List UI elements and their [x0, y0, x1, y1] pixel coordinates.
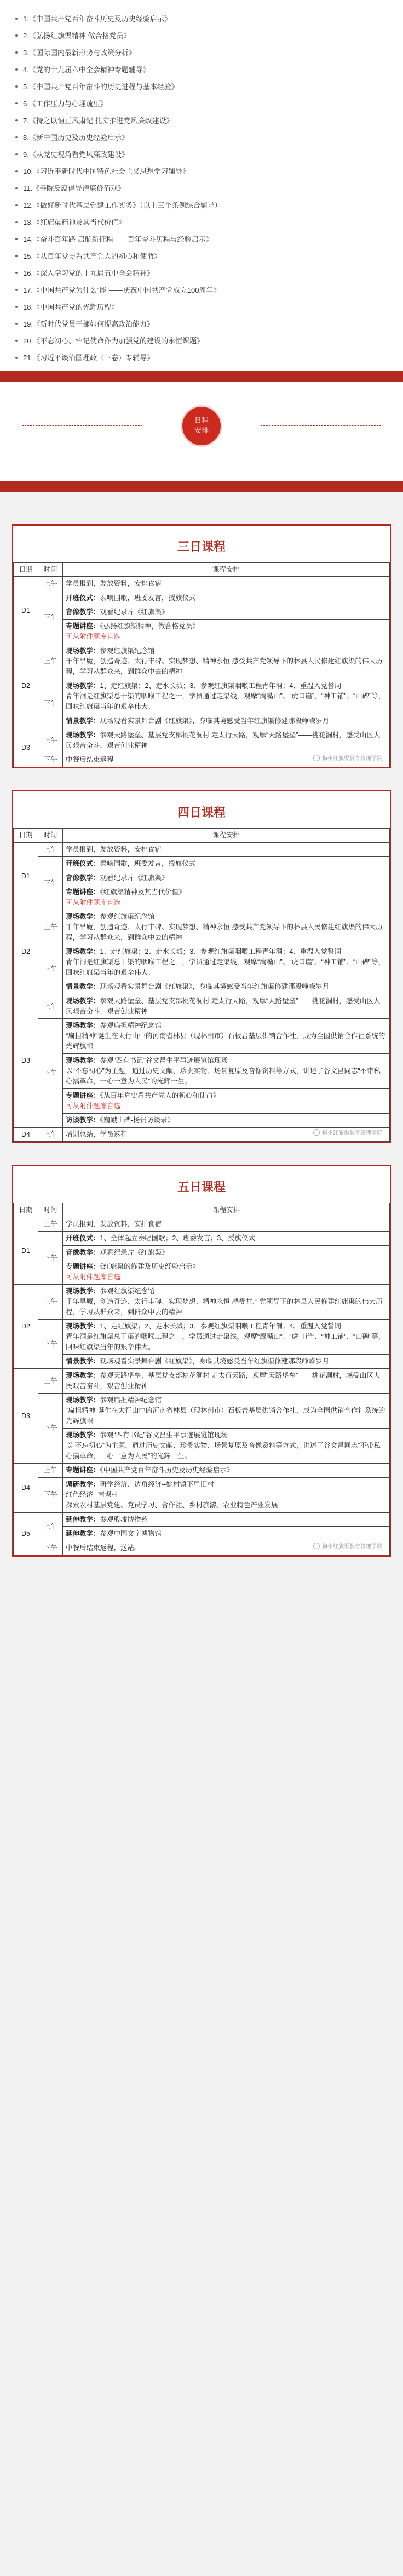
course-text: 青年洞是红旗渠总干渠的咽喉工程之一，学员通过走渠线，观摩“鹰嘴山”、“虎口崖”、“神工铺”、“山碑”等，回味红旗渠当年的艰辛伟大。	[66, 1333, 385, 1351]
table-row	[14, 980, 390, 994]
activity-label: 现场教学：	[66, 1287, 100, 1295]
table-row	[14, 871, 390, 885]
divider	[261, 425, 381, 426]
four-day-course-card	[12, 790, 391, 1143]
list-item	[15, 213, 388, 230]
bullet-icon	[15, 340, 18, 342]
list-item	[15, 230, 388, 247]
column-header: 课程安排	[63, 563, 390, 577]
time-cell: 下午	[38, 1019, 63, 1128]
list-item	[15, 10, 388, 27]
table-row	[14, 910, 390, 945]
topic-text: 2.《弘扬红旗渠精神 做合格党员》	[23, 32, 131, 40]
course-cell	[63, 1369, 390, 1394]
course-text: 学员报到，发放资料，安排食宿	[66, 846, 162, 853]
course-text: 《弘扬红旗渠精神，做合格党员》	[100, 622, 199, 630]
course-cell	[63, 1232, 390, 1246]
bullet-icon	[15, 221, 18, 223]
activity-label: 专题讲座：	[66, 888, 100, 896]
bullet-icon	[15, 238, 18, 240]
topic-text: 13.《红旗渠精神及其当代价值》	[23, 218, 126, 226]
course-cell	[63, 910, 390, 945]
topic-text: 10.《习近平新时代中国特色社会主义思想学习辅导》	[23, 167, 190, 176]
table-row	[14, 577, 390, 591]
table-row	[14, 1527, 390, 1541]
list-item	[15, 264, 388, 281]
optional-note: 可从附件题库自选	[66, 633, 121, 640]
table-row	[14, 1478, 390, 1513]
table-row	[14, 994, 390, 1019]
activity-label: 现场教学：	[66, 682, 100, 690]
column-header: 课程安排	[63, 1203, 390, 1217]
time-cell: 上午	[38, 1513, 63, 1541]
table-row	[14, 620, 390, 644]
column-header: 日期	[14, 1203, 38, 1217]
course-text: 观看纪录片《红旗渠》	[100, 1249, 169, 1256]
course-text: 参观天路堡垒、基层党支部桃花洞村 走太行天路，观摩“天路堡垒”——桃花洞村，感受山区人民艰苦奋斗，艰苦创业精神	[66, 997, 381, 1015]
table-row	[14, 714, 390, 728]
list-item	[15, 95, 388, 112]
course-text: 参观“四有书记”谷文昌生平事迹展览馆现场	[100, 1431, 228, 1439]
list-item	[15, 298, 388, 315]
activity-label: 现场教学：	[66, 1431, 100, 1439]
day-cell: D2	[14, 1285, 38, 1369]
course-text: 中餐后结束返程	[66, 756, 114, 764]
activity-label: 音像教学：	[66, 1249, 100, 1256]
bullet-icon	[15, 51, 18, 54]
list-item	[15, 44, 388, 61]
watermark-icon	[313, 1543, 320, 1549]
topic-text: 1.《中国共产党百年奋斗历史及历史经验启示》	[23, 15, 171, 23]
course-cell	[63, 885, 390, 910]
time-cell: 上午	[38, 1285, 63, 1320]
topic-text: 17.《中国共产党为什么“能”——庆祝中国共产党成立100周年》	[23, 286, 221, 294]
course-text: 观看纪录片《红旗渠》	[100, 608, 169, 616]
course-text: 现场观看实景舞台剧《红旗渠》，身临其境感受当年红旗渠修建那段峥嵘岁月	[100, 1357, 330, 1365]
activity-label: 开班仪式：	[66, 860, 100, 867]
day-cell: D1	[14, 577, 38, 644]
column-header: 时间	[38, 1203, 63, 1217]
activity-label: 现场教学：	[66, 948, 100, 955]
course-cell	[63, 1285, 390, 1320]
time-cell: 上午	[38, 1217, 63, 1232]
course-text: 参观红旗渠纪念馆	[100, 913, 155, 920]
topic-text: 15.《从百年党史看共产党人的初心和使命》	[23, 252, 162, 260]
list-item	[15, 179, 388, 196]
course-cell	[63, 1320, 390, 1355]
time-cell: 上午	[38, 728, 63, 753]
badge-line-1: 日程	[194, 416, 209, 424]
list-item	[15, 162, 388, 179]
course-cell	[63, 1478, 390, 1513]
table-header	[14, 563, 390, 577]
bullet-icon	[15, 323, 18, 325]
watermark-icon	[313, 755, 320, 761]
course-cell	[63, 1527, 390, 1541]
time-cell: 上午	[38, 1128, 63, 1142]
activity-label: 现场教学：	[66, 1372, 100, 1379]
course-text: 《巍峨山碑-杨贵访谈录》	[100, 1116, 174, 1124]
course-text: 1、走红旗渠；2、走水长城；3、参观红旗渠咽喉工程青年洞；4、重温入党誓词	[100, 948, 341, 955]
activity-label: 现场教学：	[66, 1022, 100, 1029]
table-row	[14, 1464, 390, 1478]
topic-text: 5.《中国共产党百年奋斗的历史进程与基本经验》	[23, 83, 179, 91]
time-cell: 下午	[38, 1232, 63, 1285]
course-cell	[63, 1260, 390, 1285]
course-text: 参观红旗渠纪念馆	[100, 647, 155, 655]
list-item	[15, 349, 388, 366]
course-text: 现场观看实景舞台剧《红旗渠》，身临其境感受当年红旗渠修建那段峥嵘岁月	[100, 983, 330, 990]
list-item	[15, 112, 388, 129]
table-row	[14, 1054, 390, 1089]
bullet-icon	[15, 18, 18, 20]
table-row	[14, 1217, 390, 1232]
bullet-icon	[15, 34, 18, 37]
course-cell	[63, 605, 390, 620]
schedule-banner	[0, 371, 403, 492]
course-cell	[63, 1394, 390, 1429]
course-cell	[63, 714, 390, 728]
course-text: 1、走红旗渠；2、走水长城；3、参观红旗渠咽喉工程青年洞；4、重温入党誓词	[100, 1322, 341, 1330]
activity-label: 专题讲座：	[66, 1466, 100, 1474]
list-item	[15, 27, 388, 44]
column-header: 日期	[14, 829, 38, 843]
topic-text: 3.《国际国内最新形势与政策分析》	[23, 49, 136, 57]
table-row	[14, 679, 390, 714]
table-row	[14, 728, 390, 753]
course-text: 红色经济--南坝村	[66, 1491, 118, 1499]
activity-label: 延伸教学：	[66, 1530, 100, 1537]
optional-note: 可从附件题库自选	[66, 899, 121, 906]
topic-text: 11.《寺院反腐倡导清廉价值观》	[23, 184, 125, 193]
day-cell: D3	[14, 994, 38, 1128]
course-cell	[63, 1089, 390, 1114]
topic-text: 12.《做好新时代基层党建工作实务》（以上三个条例综合辅导）	[23, 201, 222, 209]
table-row	[14, 1114, 390, 1128]
course-text: 参观扁担精神纪念馆	[100, 1022, 162, 1029]
topic-text: 16.《深入学习党的十九届五中全会精神》	[23, 269, 154, 277]
course-text: 学员报到，发放资料，安排食宿	[66, 580, 162, 587]
table-row	[14, 1260, 390, 1285]
bullet-icon	[15, 119, 18, 121]
course-cell	[63, 1355, 390, 1369]
table-row	[14, 1429, 390, 1464]
day-cell: D2	[14, 910, 38, 994]
course-text: 千年旱魔，创造奇迹、太行丰碑、实现梦想、精神永恒 感受共产党领导下的林县人民修建红旗渠的伟大历程，学习从群众来，到群众中去的精神	[66, 657, 383, 675]
time-cell: 下午	[38, 1541, 63, 1555]
activity-label: 现场教学：	[66, 1057, 100, 1064]
bullet-icon	[15, 136, 18, 138]
activity-label: 现场教学：	[66, 913, 100, 920]
time-cell: 上午	[38, 1369, 63, 1394]
bullet-icon	[15, 153, 18, 155]
time-cell: 上午	[38, 910, 63, 945]
course-cell	[63, 644, 390, 679]
table-row	[14, 885, 390, 910]
activity-label: 音像教学：	[66, 608, 100, 616]
topic-text: 7.《持之以恒正风肃纪 扎实推进党风廉政建设》	[23, 116, 174, 125]
course-cell	[63, 679, 390, 714]
bullet-icon	[15, 187, 18, 189]
course-text: 泰嘀国歌，班委发言，授旗仪式	[100, 594, 196, 602]
table-row	[14, 605, 390, 620]
time-cell: 下午	[38, 679, 63, 728]
time-cell: 上午	[38, 644, 63, 679]
bullet-icon	[15, 170, 18, 172]
course-text: 参观扁担精神纪念馆	[100, 1396, 162, 1404]
course-text: 《红旗渠精神及其当代价值》	[100, 888, 186, 896]
course-cell	[63, 591, 390, 605]
bullet-icon	[15, 255, 18, 257]
topic-text: 18.《中国共产党的光辉历程》	[23, 303, 119, 311]
course-cell	[63, 577, 390, 591]
course-text: 培训总结，学员返程	[66, 1130, 128, 1138]
time-cell: 下午	[38, 591, 63, 644]
course-cell	[63, 1217, 390, 1232]
table-row	[14, 644, 390, 679]
table-row	[14, 1232, 390, 1246]
table-row	[14, 843, 390, 857]
course-cell	[63, 945, 390, 980]
course-cell	[63, 980, 390, 994]
topic-text: 20.《不忘初心、牢记使命作为加强党的建设的永恒课题》	[23, 337, 204, 345]
table-row	[14, 1285, 390, 1320]
time-cell: 上午	[38, 1464, 63, 1478]
column-header: 时间	[38, 829, 63, 843]
course-table	[13, 828, 390, 1142]
course-cell	[63, 994, 390, 1019]
activity-label: 访谈教学：	[66, 1116, 100, 1124]
course-cell	[63, 1054, 390, 1089]
time-cell: 下午	[38, 1320, 63, 1369]
activity-label: 专题讲座：	[66, 1092, 100, 1099]
time-cell: 下午	[38, 1478, 63, 1513]
day-cell: D1	[14, 843, 38, 910]
table-row	[14, 1019, 390, 1054]
table-row	[14, 1246, 390, 1260]
course-cell	[63, 728, 390, 753]
divider	[22, 425, 142, 426]
day-cell: D1	[14, 1217, 38, 1285]
bullet-icon	[15, 102, 18, 104]
course-text: 参观天路堡垒、基层党支部桃花洞村 走太行天路，观摩“天路堡垒”——桃花洞村，感受山区人民艰苦奋斗，艰苦创业精神	[66, 731, 381, 749]
course-table	[13, 1203, 390, 1555]
watermark: 梅州红旗渠教育管理学院	[313, 1542, 382, 1550]
course-text: 1、全体起立奏唱国歌；2、班委发言；3、授旗仪式	[100, 1234, 255, 1242]
activity-label: 现场教学：	[66, 1322, 100, 1330]
course-text: 参观中国文字博物馆	[100, 1530, 162, 1537]
course-text: 千年旱魔，创造奇迹、太行丰碑、实现梦想、精神永恒 感受共产党领导下的林县人民修建红旗渠的伟大历程，学习从群众来，到群众中去的精神	[66, 923, 383, 941]
table-row	[14, 1394, 390, 1429]
bullet-icon	[15, 68, 18, 71]
table-row	[14, 857, 390, 871]
activity-label: 现场教学：	[66, 997, 100, 1005]
topic-text: 4.《党的十九届六中全会精神专题辅导》	[23, 66, 150, 74]
day-cell: D4	[14, 1128, 38, 1142]
topic-text: 19.《新时代党员干部如何提高政治能力》	[23, 320, 154, 328]
course-cell	[63, 857, 390, 871]
course-text: 《中国共产党百年奋斗历史及历史经验启示》	[100, 1466, 234, 1474]
bullet-icon	[15, 306, 18, 308]
activity-label: 调研教学：	[66, 1481, 100, 1488]
course-table	[13, 562, 390, 767]
table-row	[14, 1320, 390, 1355]
course-text: 中餐后结束返程，送站。	[66, 1544, 141, 1552]
bullet-icon	[15, 204, 18, 206]
list-item	[15, 315, 388, 332]
time-cell: 上午	[38, 577, 63, 591]
course-cell	[63, 1114, 390, 1128]
table-header	[14, 829, 390, 843]
activity-label: 专题讲座：	[66, 1263, 100, 1270]
table-row	[14, 1513, 390, 1527]
activity-label: 音像教学：	[66, 874, 100, 882]
course-cell	[63, 1464, 390, 1478]
table-row	[14, 591, 390, 605]
bullet-icon	[15, 85, 18, 88]
time-cell: 下午	[38, 857, 63, 910]
course-text: 参观“四有书记”谷文昌生平事迹展览馆现场	[100, 1057, 228, 1064]
watermark: 梅州红旗渠教育管理学院	[313, 754, 382, 762]
course-text: 参观红旗渠纪念馆	[100, 1287, 155, 1295]
card-title: 五日课程	[177, 1180, 226, 1194]
topic-list	[0, 0, 403, 371]
time-cell: 上午	[38, 994, 63, 1019]
watermark: 梅州红旗渠教育管理学院	[313, 1128, 382, 1137]
watermark-icon	[313, 1129, 320, 1136]
day-cell: D3	[14, 1369, 38, 1464]
day-cell: D3	[14, 728, 38, 767]
activity-label: 现场教学：	[66, 1396, 100, 1404]
list-item	[15, 78, 388, 95]
course-text: 《从百年党史看共产党人的初心和使命》	[100, 1092, 220, 1099]
activity-label: 开班仪式：	[66, 594, 100, 602]
course-cell	[63, 1429, 390, 1464]
topic-text: 21.《习近平谈治国理政（三卷）专辅导》	[23, 354, 154, 362]
course-text: 学员报到，发放资料，安排食宿	[66, 1220, 162, 1228]
topic-text: 9.《从党史视角看党风廉政建设》	[23, 150, 129, 159]
activity-label: 延伸教学：	[66, 1516, 100, 1523]
table-row	[14, 1369, 390, 1394]
course-text: 探索农村基层党建、党员学习、合作社、乡村旅游、农业特色产业发展	[66, 1501, 278, 1509]
optional-note: 可从附件题库自选	[66, 1102, 121, 1110]
course-text: 参观天路堡垒、基层党支部桃花洞村 走太行天路，观摩“天路堡垒”——桃花洞村，感受山区人民艰苦奋斗，艰苦创业精神	[66, 1372, 381, 1390]
course-text: 现场观看实景舞台剧《红旗渠》，身临其境感受当年红旗渠修建那段峥嵘岁月	[100, 717, 330, 725]
course-cell	[63, 1246, 390, 1260]
time-cell: 下午	[38, 1394, 63, 1464]
three-day-course-card	[12, 524, 391, 768]
course-cell	[63, 871, 390, 885]
course-text: 观看纪录片《红旗渠》	[100, 874, 169, 882]
list-item	[15, 129, 388, 145]
course-text: 青年洞是红旗渠总干渠的咽喉工程之一，学员通过走渠线，观摩“鹰嘴山”、“虎口崖”、“神工铺”、“山碑”等，回味红旗渠当年的艰辛伟大。	[66, 692, 385, 710]
list-item	[15, 145, 388, 162]
list-item	[15, 281, 388, 298]
activity-label: 现场教学：	[66, 647, 100, 655]
topic-text: 6.《工作压力与心理疏压》	[23, 100, 107, 108]
course-text: 泰嘀国歌，班委发言，授旗仪式	[100, 860, 196, 867]
course-cell	[63, 620, 390, 644]
table-row	[14, 1355, 390, 1369]
column-header: 课程安排	[63, 829, 390, 843]
topic-text: 14.《奋斗百年路 启航新征程——百年奋斗历程与经验启示》	[23, 235, 213, 243]
table-row	[14, 945, 390, 980]
time-cell: 上午	[38, 843, 63, 857]
column-header: 日期	[14, 563, 38, 577]
time-cell: 下午	[38, 945, 63, 994]
course-text: 1、走红旗渠；2、走水长城；3、参观红旗渠咽喉工程青年洞；4、重温入党誓词	[100, 682, 341, 690]
course-text: 参观殷墟博物苑	[100, 1516, 148, 1523]
schedule-badge	[181, 405, 222, 447]
course-text: 研学经济、边角经济--姚村镇下里旧村	[100, 1481, 214, 1488]
time-cell: 下午	[38, 753, 63, 767]
course-text: 千年旱魔，创造奇迹、太行丰碑、实现梦想、精神永恒 感受共产党领导下的林县人民修建红旗渠的伟大历程，学习从群众来，到群众中去的精神	[66, 1298, 383, 1316]
course-text: 以“不忘初心”为主题，通过历史文献、珍贵实物、场景复原及音像资料等方式，讲述了谷文昌同志“不带私心搞革命，一心一意为人民”的光辉一生。	[66, 1442, 381, 1460]
list-item	[15, 61, 388, 78]
day-cell: D4	[14, 1464, 38, 1513]
list-item	[15, 332, 388, 349]
column-header: 时间	[38, 563, 63, 577]
list-item	[15, 247, 388, 264]
day-cell: D2	[14, 644, 38, 728]
activity-label: 开班仪式：	[66, 1234, 100, 1242]
course-text: 以“不忘初心”为主题，通过历史文献、珍贵实物、场景复原及音像资料等方式，讲述了谷文昌同志“不带私心搞革命，一心一意为人民”的光辉一生。	[66, 1067, 381, 1085]
table-header	[14, 1203, 390, 1217]
course-text: “扁担精神”诞生在太行山中的河南省林县（现林州市）石板岩基层供销合作社，成为全国供销合作社系统的光辉旗帜	[66, 1407, 385, 1425]
card-title: 三日课程	[177, 540, 226, 553]
bullet-icon	[15, 289, 18, 291]
five-day-course-card	[12, 1165, 391, 1557]
course-text: 青年洞是红旗渠总干渠的咽喉工程之一，学员通过走渠线，观摩“鹰嘴山”、“虎口崖”、“神工铺”、“山碑”等，回味红旗渠当年的艰辛伟大。	[66, 958, 385, 976]
badge-line-2: 安排	[194, 426, 209, 434]
course-cell	[63, 843, 390, 857]
activity-label: 情景教学：	[66, 717, 100, 725]
bullet-icon	[15, 272, 18, 274]
activity-label: 情景教学：	[66, 983, 100, 990]
bullet-icon	[15, 357, 18, 359]
course-text: “扁担精神”诞生在太行山中的河南省林县（现林州市）石板岩基层供销合作社，成为全国供销合作社系统的光辉旗帜	[66, 1032, 385, 1050]
activity-label: 情景教学：	[66, 1357, 100, 1365]
topic-text: 8.《新中国历史及历史经验启示》	[23, 133, 129, 142]
table-row	[14, 1089, 390, 1114]
course-cell	[63, 1513, 390, 1527]
optional-note: 可从附件题库自选	[66, 1273, 121, 1281]
course-text: 《红旗渠的修建及历史经验启示》	[100, 1263, 199, 1270]
list-item	[15, 196, 388, 213]
card-title: 四日课程	[177, 806, 226, 819]
activity-label: 专题讲座：	[66, 622, 100, 630]
course-cell	[63, 1019, 390, 1054]
activity-label: 现场教学：	[66, 731, 100, 739]
day-cell: D5	[14, 1513, 38, 1555]
